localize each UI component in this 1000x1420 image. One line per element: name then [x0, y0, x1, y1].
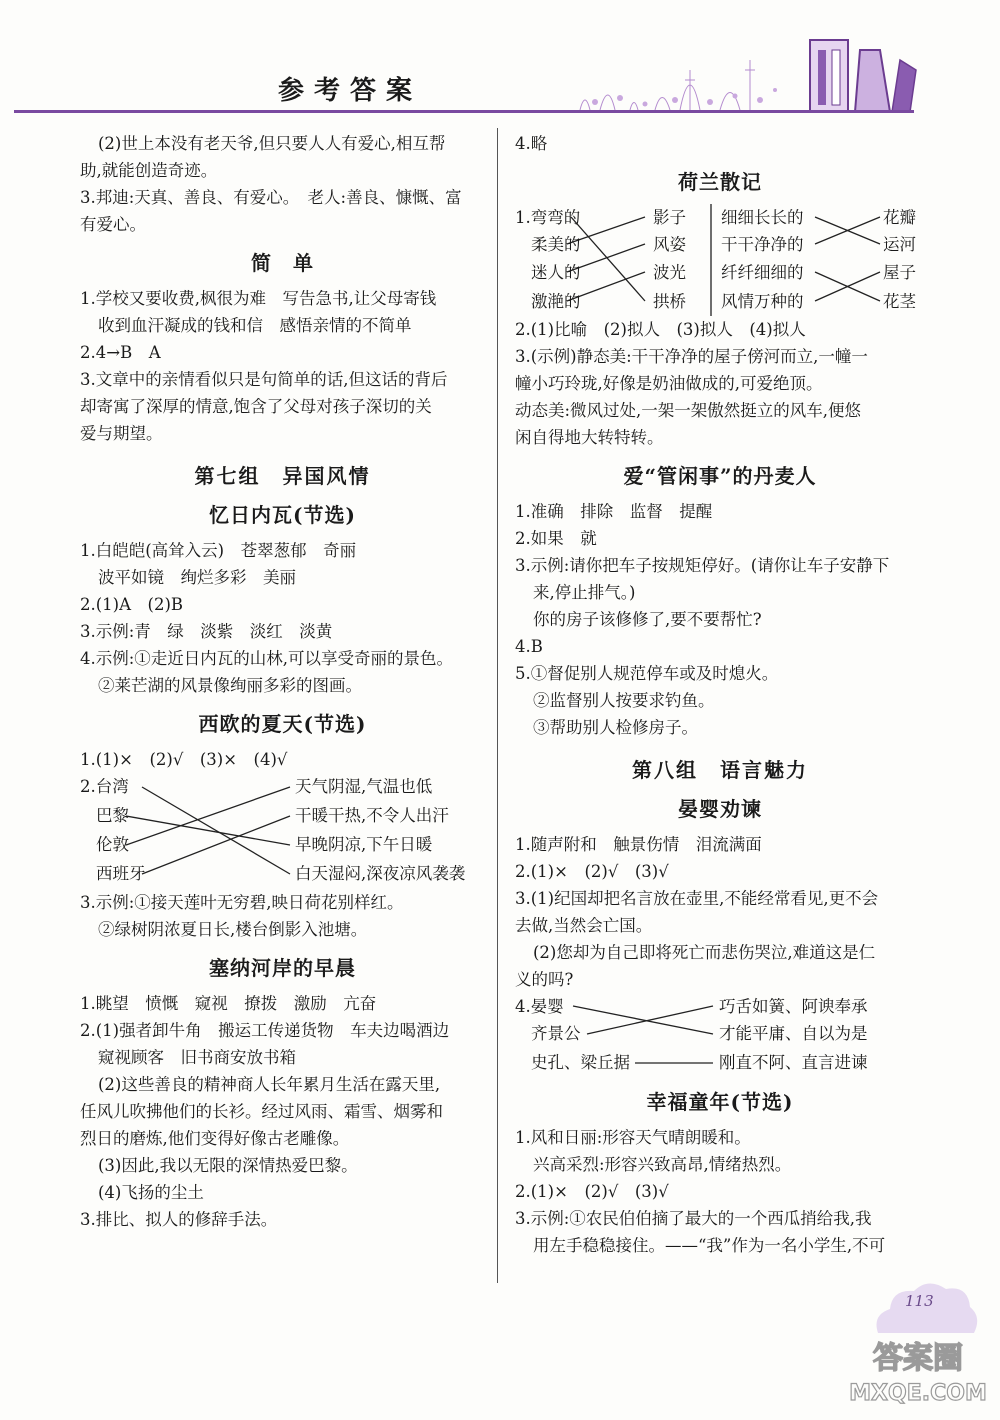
match-right-item: 拱桥	[653, 292, 686, 311]
match-right-item: 影子	[653, 208, 686, 227]
page-header-title: 参考答案	[277, 76, 422, 106]
match-right-item: 刚直不阿、直言进谏	[719, 1053, 868, 1072]
text-line: (2)您却为自己即将死亡而悲伤哭泣,难道这是仁	[533, 943, 876, 962]
match-right-item: 巧舌如簧、阿谀奉承	[719, 997, 868, 1016]
match-left-item: 风情万种的	[721, 292, 804, 311]
text-line: 1.白皑皑(高耸入云) 苍翠葱郁 奇丽	[80, 541, 357, 560]
page-number: 113	[905, 1292, 934, 1310]
text-line: 1.学校又要收费,枫很为难 写告急书,让父母寄钱	[80, 289, 437, 308]
section-title-riniewa: 忆日内瓦(节选)	[209, 503, 356, 527]
match-right-item: 天气阴湿,气温也低	[295, 777, 433, 796]
text-line: 任风儿吹拂他们的长衫。经过风雨、霜雪、烟雾和	[80, 1102, 443, 1121]
group-title-8: 第八组 语言魅力	[632, 758, 808, 782]
match-left-item: 伦敦	[96, 835, 129, 854]
text-line: 却寄寓了深厚的情意,饱含了父母对孩子深切的关	[80, 397, 432, 416]
match-left-item: 柔美的	[531, 235, 581, 254]
text-line: 3.示例:青 绿 淡紫 淡红 淡黄	[80, 622, 333, 641]
match-left-item: 史孔、梁丘据	[531, 1053, 630, 1072]
right-column	[515, 130, 925, 1259]
text-line: 1.(1)× (2)√ (3)× (4)√	[80, 750, 288, 769]
match-right-item: 花瓣	[883, 208, 916, 227]
text-line: 5.①督促别人规范停车或及时熄火。	[515, 664, 779, 683]
match-left-item: 1.弯弯的	[515, 208, 581, 227]
match-left-item: 激滟的	[531, 292, 581, 311]
match-right-item: 风姿	[653, 235, 686, 254]
text-line: 有爱心。	[80, 215, 146, 234]
text-line: 1.准确 排除 监督 提醒	[515, 502, 713, 521]
matching-exercise-yanying	[515, 993, 925, 1077]
header-decoration	[560, 30, 930, 112]
text-line: 烈日的磨炼,他们变得好像古老雕像。	[80, 1129, 350, 1148]
match-right-item: 波光	[653, 263, 686, 282]
match-left-item: 迷人的	[531, 263, 581, 282]
text-line: 兴高采烈:形容兴致高昂,情绪热烈。	[533, 1155, 792, 1174]
section-title-jiandan: 简 单	[251, 251, 314, 275]
text-line: 3.邦迪:天真、善良、有爱心。 老人:善良、慷慨、富	[80, 188, 462, 207]
text-line: 4.B	[515, 637, 543, 656]
svg-text:答案圈: 答案圈	[873, 1341, 963, 1376]
match-right-item: 干暖干热,不令人出汗	[295, 806, 449, 825]
section-title-helan: 荷兰散记	[678, 170, 762, 194]
text-line: 去做,当然会亡国。	[515, 916, 653, 935]
text-line: (2)世上本没有老天爷,但只要人人有爱心,相互帮	[98, 134, 446, 153]
match-left-item: 巴黎	[96, 806, 129, 825]
text-line: 3.示例:请你把车子按规矩停好。(请你让车子安静下	[515, 556, 890, 575]
match-left-item: 西班牙	[96, 864, 146, 883]
match-left-item: 齐景公	[531, 1024, 581, 1043]
match-left-item: 干干净净的	[721, 235, 804, 254]
section-title-xiou: 西欧的夏天(节选)	[198, 712, 367, 736]
text-line: (3)因此,我以无限的深情热爱巴黎。	[98, 1156, 358, 1175]
text-line: (2)这些善良的精神商人长年累月生活在露天里,	[98, 1075, 441, 1094]
text-line: 3.文章中的亲情看似只是句简单的话,但这话的背后	[80, 370, 448, 389]
text-line: 波平如镜 绚烂多彩 美丽	[98, 568, 296, 587]
match-left-item: 2.台湾	[80, 777, 129, 796]
text-line: 2.(1)× (2)√ (3)√	[515, 1182, 669, 1201]
section-title-yanying: 晏婴劝谏	[678, 797, 762, 821]
text-line: 3.示例:①农民伯伯摘了最大的一个西瓜捎给我,我	[515, 1209, 872, 1228]
text-line: 1.风和日丽:形容天气晴朗暖和。	[515, 1128, 751, 1147]
match-right-item: 屋子	[883, 263, 916, 282]
match-right-item: 花茎	[883, 292, 916, 311]
text-line: (4)飞扬的尘土	[98, 1183, 204, 1202]
header-rule	[14, 110, 914, 113]
text-line: 2.(1)A (2)B	[80, 595, 184, 614]
watermark-logo	[848, 1330, 988, 1410]
text-line: 2.(1)× (2)√ (3)√	[515, 862, 669, 881]
text-line: 用左手稳稳接住。——“我”作为一名小学生,不可	[533, 1236, 886, 1255]
section-title-sainahe: 塞纳河岸的早晨	[209, 956, 356, 980]
text-line: 2.(1)比喻 (2)拟人 (3)拟人 (4)拟人	[515, 320, 806, 339]
text-line: 2.如果 就	[515, 529, 597, 548]
text-line: 收到血汗凝成的钱和信 感悟亲情的不简单	[98, 316, 412, 335]
text-line: 来,停止排气。)	[533, 583, 636, 602]
section-title-danmai: 爱“管闲事”的丹麦人	[623, 464, 817, 488]
text-line: 幢小巧玲珑,好像是奶油做成的,可爱绝顶。	[515, 374, 823, 393]
match-left-item: 纤纤细细的	[721, 263, 804, 282]
match-right-item: 才能平庸、自以为是	[719, 1024, 868, 1043]
text-line: 4.略	[515, 134, 548, 153]
left-column	[80, 130, 485, 1233]
section-title-xingfu: 幸福童年(节选)	[646, 1090, 794, 1114]
text-line: 你的房子该修修了,要不要帮忙?	[533, 610, 762, 629]
column-divider	[497, 128, 498, 1283]
match-left-item: 4.晏婴	[515, 997, 564, 1016]
text-line: ②监督别人按要求钓鱼。	[533, 691, 715, 710]
text-line: 3.(1)纪国却把名言放在壶里,不能经常看见,更不会	[515, 889, 879, 908]
text-line: 闲自得地大转特转。	[515, 428, 664, 447]
text-line: 1.眺望 愤慨 窥视 撩拨 激励 亢奋	[80, 994, 377, 1013]
match-right-item: 运河	[883, 235, 916, 254]
text-line: 助,就能创造奇迹。	[80, 161, 218, 180]
text-line: 3.(示例)静态美:干干净净的屋子傍河而立,一幢一	[515, 347, 868, 366]
matching-exercise-helan	[515, 204, 925, 316]
match-right-item: 早晚阴凉,下午日暖	[295, 835, 433, 854]
text-line: 3.示例:①接天莲叶无穷碧,映日荷花别样红。	[80, 893, 404, 912]
text-line: ③帮助别人检修房子。	[533, 718, 698, 737]
text-line: 爱与期望。	[80, 424, 163, 443]
text-line: 1.随声附和 触景伤情 泪流满面	[515, 835, 762, 854]
match-left-item: 细细长长的	[721, 208, 804, 227]
text-line: 窥视顾客 旧书商安放书箱	[98, 1048, 296, 1067]
text-line: 3.排比、拟人的修辞手法。	[80, 1210, 278, 1229]
matching-exercise-xiou	[80, 773, 485, 889]
group-title-7: 第七组 异国风情	[194, 464, 371, 488]
text-line: 4.示例:①走近日内瓦的山林,可以享受奇丽的景色。	[80, 649, 454, 668]
text-line: 2.(1)强者卸牛角 搬运工传递货物 车夫边喝酒边	[80, 1021, 450, 1040]
text-line: 动态美:微风过处,一架一架傲然挺立的风车,便悠	[515, 401, 862, 420]
match-right-item: 白天湿闷,深夜凉风袭袭	[295, 864, 466, 883]
text-line: 2.4→B A	[80, 343, 161, 362]
text-line: 义的吗?	[515, 970, 574, 989]
text-line: ②绿树阴浓夏日长,楼台倒影入池塘。	[98, 920, 368, 939]
svg-text:MXQE.COM: MXQE.COM	[849, 1381, 987, 1406]
text-line: ②莱芒湖的风景像绚丽多彩的图画。	[98, 676, 362, 695]
